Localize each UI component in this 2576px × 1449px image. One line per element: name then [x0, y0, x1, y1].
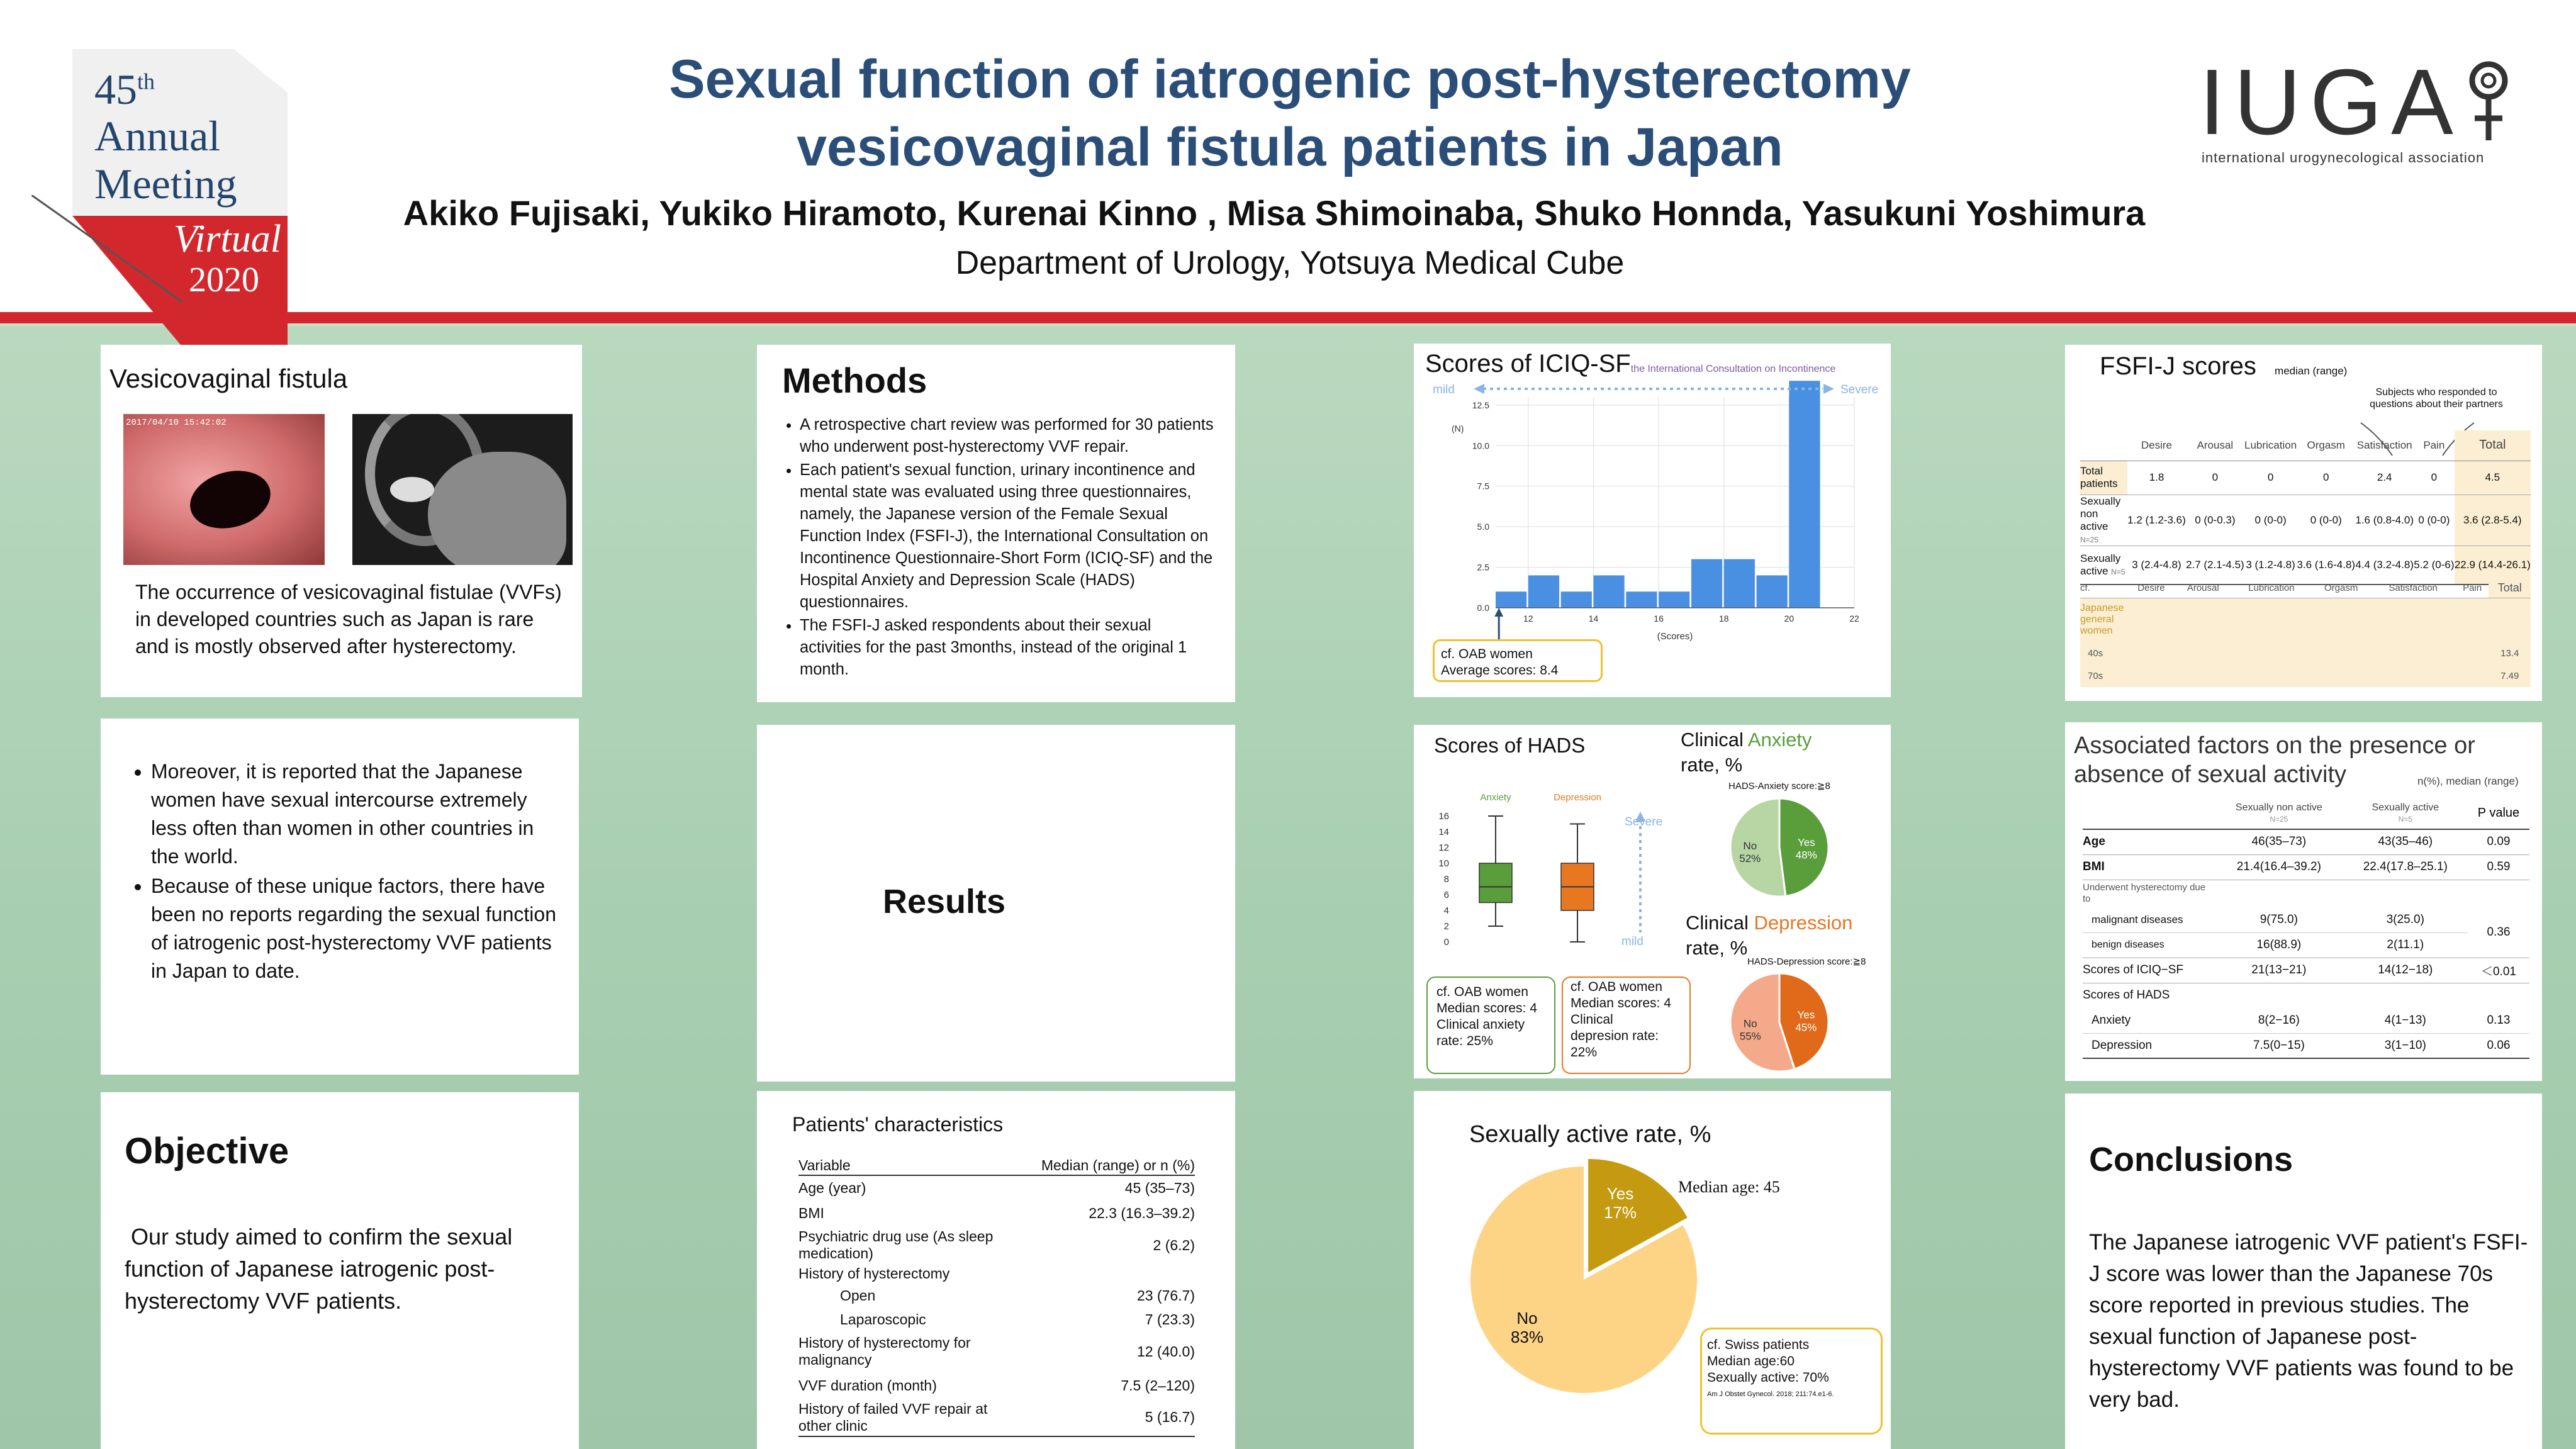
meeting-name: Annual Meeting — [94, 112, 237, 208]
sexact-title: Sexually active rate, % — [1469, 1121, 1711, 1148]
row-label: Laparoscopic — [840, 1311, 926, 1328]
cell: 0.09 — [2487, 835, 2511, 849]
row-value: 45 (35–73) — [1124, 1180, 1195, 1196]
row-value: 2 (6.2) — [1153, 1236, 1195, 1253]
objective-panel — [101, 1092, 579, 1449]
y-tick-label: 2.5 — [1477, 562, 1489, 573]
associated-table: Sexually non active N=25 Sexually active N=5 P value Age 46(35–73) 43(35–46) 0.09 BMI 21.4(16.4–39.2) 22.4(17.8–25.1) 0.59 Underwent hysterectomy due to malignant diseases 9(75.0) 3(25.0) 0.36 benign diseases 16(88.9) 2(11.1) Scores of ICIQ−SF 21(13−21) 14(12−18) ＜0.01 Scores of HADS Anxiety 8(2−16) 4(1−13) 0.13 Depression 7.5(0−15) 3(1−10) 0.06 — [2083, 798, 2529, 1059]
x-tick-label: 14 — [1588, 613, 1599, 624]
series-label: Anxiety — [1480, 792, 1511, 803]
col-header: Orgasm — [2307, 439, 2345, 451]
row-label: Age (year) — [798, 1180, 866, 1196]
y-tick-label: 7.5 — [1477, 481, 1489, 491]
x-tick-label: 20 — [1784, 613, 1795, 624]
background-panel — [101, 719, 579, 1075]
col-header: Lubrication — [2244, 439, 2297, 451]
box — [1479, 863, 1512, 903]
row-label: benign diseases — [2092, 939, 2164, 950]
virtual-label: Virtual — [173, 218, 281, 260]
cell: 0 (0-0) — [2310, 513, 2342, 526]
col-header: Satisfaction — [2356, 439, 2412, 451]
cell: 43(35–46) — [2378, 835, 2433, 849]
associated-title: Associated factors on the presence or absence of sexual activity — [2074, 732, 2475, 788]
row-value — [1006, 1265, 1195, 1283]
conclusions-title: Conclusions — [2089, 1141, 2293, 1178]
row-label: VVF duration (month) — [798, 1377, 937, 1394]
characteristics-table — [798, 1156, 1195, 1437]
bar — [1626, 591, 1657, 608]
cell: 0 — [2212, 471, 2219, 483]
cell: 1.6 (0.8-4.0) — [2355, 513, 2414, 526]
pie-slice-no — [1730, 798, 1786, 897]
arrow-up-icon — [1494, 608, 1503, 617]
cf-label: cf. — [2080, 583, 2090, 594]
row-value: 23 (76.7) — [1136, 1287, 1195, 1304]
cell: 46(35–73) — [2251, 835, 2307, 849]
cell: 0 — [2267, 471, 2274, 483]
row-n: N=25 — [2080, 535, 2099, 544]
cell: 0.06 — [2487, 1038, 2511, 1052]
row-label: History of hysterectomy for malignancy — [798, 1334, 971, 1368]
hads-panel — [1414, 725, 1891, 1078]
bullet: • A retrospective chart review was performed for 30 patients who underwent post-hysterectomy VVF repair. — [800, 414, 1215, 458]
vvf-panel — [101, 345, 582, 697]
cell: 0 — [2431, 471, 2438, 483]
pie-label: Yes — [1606, 1184, 1634, 1203]
cf-line: Average scores: 8.4 — [1441, 663, 1559, 678]
fsfi-title: FSFI-J scores median (range) — [2100, 352, 2348, 380]
row-label: History of hysterectomy — [798, 1265, 950, 1282]
row-label: BMI — [798, 1204, 824, 1221]
y-tick-label: 10.0 — [1472, 440, 1489, 451]
meeting-year: 2020 — [189, 260, 259, 299]
pie-label: No — [1743, 839, 1757, 852]
cell: 3 (1.2-4.8) — [2246, 558, 2295, 571]
col-header: Arousal — [2197, 439, 2234, 451]
row-label: Depression — [2092, 1038, 2153, 1052]
cell: 3 (2.4-4.8) — [2132, 558, 2181, 571]
bar — [1757, 575, 1788, 608]
anxiety-note: HADS-Anxiety score:≧8 — [1728, 781, 1830, 792]
y-tick-label: 0.0 — [1477, 603, 1489, 613]
bar — [1593, 575, 1624, 608]
cell: 3(25.0) — [2386, 912, 2424, 926]
badge-diagonal-line — [31, 195, 201, 308]
cell: 1.2 (1.2-3.6) — [2127, 513, 2186, 526]
sexual-active-panel — [1414, 1091, 1891, 1449]
row-label: Scores of HADS — [2083, 988, 2170, 1002]
cell: 5.2 (0-6) — [2414, 558, 2455, 571]
header-red-bar — [0, 312, 2576, 323]
row-label: Underwent hysterectomy due to — [2083, 882, 2206, 905]
col-header: Desire — [2141, 439, 2173, 451]
bar — [1496, 591, 1526, 608]
cell: 8(2−16) — [2258, 1013, 2300, 1027]
cell: 7.49 — [2500, 670, 2519, 681]
y-tick-label: 14 — [1438, 827, 1449, 837]
pie-value: 52% — [1739, 852, 1761, 864]
methods-title: Methods — [782, 361, 927, 400]
cell: 22.9 (14.4-26.1) — [2455, 545, 2531, 585]
x-tick-label: 18 — [1718, 613, 1729, 624]
depression-rate-title: Clinical Depression rate, % — [1686, 912, 1853, 959]
iuga-logo — [2199, 50, 2526, 165]
cell: 21.4(16.4–39.2) — [2236, 860, 2321, 873]
pie-label: No — [1743, 1017, 1757, 1030]
bullet: • The FSFI-J asked respondents about their sexual activities for the past 3months, instead of the original 1 month. — [800, 615, 1215, 681]
pie-value: 83% — [1510, 1328, 1544, 1346]
row-label: Anxiety — [2092, 1013, 2131, 1027]
cf-line: cf. OAB women — [1441, 647, 1533, 661]
bar — [1528, 575, 1559, 608]
row-label: malignant diseases — [2092, 913, 2183, 926]
y-tick-label: 5.0 — [1477, 522, 1489, 532]
mild-label: mild — [1433, 383, 1455, 396]
cell: 4.5 — [2455, 461, 2531, 495]
row-n: N=5 — [2111, 567, 2125, 576]
x-tick-label: 16 — [1654, 613, 1664, 624]
japanese-label: Japanese general women — [2080, 603, 2124, 637]
arrow-left-icon — [1474, 384, 1484, 394]
col-header: Variable — [798, 1157, 851, 1173]
bar — [1724, 559, 1755, 608]
y-tick-label: 4 — [1443, 905, 1449, 916]
y-tick-label: 12 — [1438, 842, 1449, 853]
row-value: 22.3 (16.3–39.2) — [1089, 1204, 1195, 1221]
y-tick-label: 10 — [1438, 858, 1449, 869]
sexact-median: Median age: 45 — [1678, 1178, 1780, 1196]
hads-title: Scores of HADS — [1434, 734, 1586, 757]
y-tick-label: 6 — [1443, 890, 1449, 900]
pie-label: No — [1516, 1309, 1538, 1328]
cell: 13.4 — [2500, 647, 2519, 659]
cell: 2(11.1) — [2387, 938, 2424, 951]
row-label: Age — [2083, 835, 2105, 849]
endoscopy-timestamp: 2017/04/10 15:42:02 — [126, 418, 227, 428]
row-value: 12 (40.0) — [1136, 1343, 1195, 1360]
pie-value: 17% — [1603, 1203, 1637, 1222]
pie-value: 55% — [1739, 1030, 1761, 1043]
y-tick-label: 12.5 — [1472, 400, 1489, 410]
cell: 0.36 — [2487, 925, 2511, 939]
iciq-title: Scores of ICIQ-SFthe International Consultation on Incontinence — [1425, 350, 1836, 378]
row-label: Psychiatric drug use (As sleep medication) — [798, 1228, 994, 1262]
fsfi-annotation: Subjects who responded to questions about their partners — [2370, 387, 2503, 410]
bar — [1659, 591, 1689, 608]
row-label: 40s — [2088, 647, 2103, 659]
poster-title: Sexual function of iatrogenic post-hysterectomy vesicovaginal fistula patients in Japan — [669, 49, 1911, 177]
background-bullets — [126, 758, 560, 987]
hads-cf-depression: cf. OAB women Median scores: 4 Clinical depresion rate: 22% — [1562, 976, 1691, 1074]
objective-text: Our study aimed to confirm the sexual function of Japanese iatrogenic post-hysterectomy VVF patients. — [125, 1224, 513, 1314]
bar — [1691, 559, 1722, 608]
cell: 0 — [2323, 471, 2329, 483]
objective-title: Objective — [125, 1131, 289, 1172]
col-header: Median (range) or n (%) — [1041, 1157, 1195, 1173]
bullet: • Moreover, it is reported that the Japanese women have sexual intercourse extremely less often than women in other countries in the world. — [151, 758, 560, 871]
methods-panel — [757, 345, 1235, 702]
conclusions-text: The Japanese iatrogenic VVF patient's FSFI-J score was lower than the Japanese 70s score reported in previous studies. The sexual function of Japanese post-hysterectomy VVF patients was found to be very bad. — [2089, 1230, 2528, 1412]
cell: 14(12−18) — [2378, 963, 2433, 976]
authors: Akiko Fujisaki, Yukiko Hiramoto, Kurenai Kinno , Misa Shimoinaba, Shuko Honnda, Yasukuni Yoshimura — [403, 193, 2146, 233]
methods-bullets — [775, 414, 1215, 682]
cell: 3.6 (1.6-4.8) — [2297, 558, 2356, 571]
cell: 9(75.0) — [2260, 912, 2298, 926]
row-label: Total patients — [2080, 461, 2127, 495]
mild-label: mild — [1621, 935, 1644, 948]
row-label: Sexually non active — [2080, 495, 2121, 532]
row-label: Scores of ICIQ−SF — [2083, 963, 2183, 976]
fsfi-japanese-table: cf. Desire Arousal Lubrication Orgasm Satisfaction Pain Total Japanese general women 40s 13.4 70s 7.49 — [2080, 579, 2531, 687]
row-label: BMI — [2083, 860, 2105, 873]
vvf-text: The occurrence of vesicovaginal fistulae (VVFs) in developed countries such as Japan is rare and is mostly observed after hysterectomy. — [135, 581, 562, 657]
cell: 4.4 (3.2-4.8) — [2355, 558, 2414, 571]
female-symbol-icon — [2462, 55, 2515, 150]
logo-subtitle: international urogynecological association — [2202, 150, 2485, 165]
y-tick-label: 16 — [1438, 811, 1449, 822]
cell: 1.8 — [2149, 471, 2164, 483]
hads-cf-anxiety: cf. OAB women Median scores: 4 Clinical anxiety rate: 25% — [1426, 976, 1555, 1074]
cell: ＜0.01 — [2480, 965, 2516, 978]
row-value: 7.5 (2–120) — [1121, 1377, 1195, 1394]
logo-text: IUGA — [2199, 50, 2462, 154]
cell: 2.4 — [2377, 471, 2392, 483]
cell: 0.59 — [2487, 860, 2511, 873]
mri-image — [352, 414, 573, 565]
y-tick-label: 0 — [1443, 937, 1449, 948]
associated-note: n(%), median (range) — [2417, 775, 2519, 787]
fsfi-table — [2080, 430, 2531, 585]
cell: 3(1−10) — [2384, 1038, 2426, 1052]
y-axis-label: (N) — [1452, 423, 1464, 434]
cell: 0 (0-0) — [2418, 513, 2450, 526]
fistula-opening — [184, 462, 277, 537]
reference: Am J Obstet Gynecol. 2018; 211:74.e1-6. — [1707, 1390, 1834, 1398]
y-tick-label: 2 — [1443, 921, 1449, 932]
pie-label: Yes — [1797, 1009, 1815, 1021]
swiss-cf-box: cf. Swiss patients Median age:60 Sexually active: 70% Am J Obstet Gynecol. 2018; 211:74.e1-6. — [1700, 1328, 1883, 1435]
col-header: Total — [2455, 430, 2531, 461]
associated-panel — [2065, 722, 2542, 1081]
severe-label: Severe — [1625, 815, 1663, 829]
cell: 3.6 (2.8-5.4) — [2455, 495, 2531, 545]
endoscopy-image — [123, 414, 325, 565]
iciq-cf-box — [1433, 639, 1603, 682]
series-label: Depression — [1554, 792, 1601, 803]
results-panel — [757, 725, 1235, 1082]
bullet: • Because of these unique factors, there have been no reports regarding the sexual function of iatrogenic post-hysterectomy VVF patients in Japan to date. — [151, 872, 560, 985]
x-tick-label: 22 — [1849, 613, 1859, 624]
results-title: Results — [883, 883, 1006, 920]
characteristics-title: Patients' characteristics — [792, 1113, 1004, 1136]
arrow-right-icon — [1823, 384, 1834, 394]
row-label: 70s — [2088, 670, 2103, 681]
row-value: 5 (16.7) — [1145, 1409, 1195, 1425]
anxiety-rate-title: Clinical Anxiety rate, % — [1681, 729, 1812, 776]
characteristics-panel — [757, 1091, 1235, 1449]
cell: 0.13 — [2487, 1013, 2511, 1027]
pie-label: Yes — [1797, 836, 1815, 849]
bar — [1789, 381, 1820, 608]
cell: 21(13−21) — [2251, 963, 2307, 976]
fsfi-panel — [2065, 345, 2542, 701]
cell: 0 (0-0.3) — [2195, 513, 2236, 526]
pie-value: 48% — [1795, 849, 1817, 861]
cell: 22.4(17.8–25.1) — [2363, 860, 2448, 873]
cell: 16(88.9) — [2256, 938, 2302, 951]
severe-label: Severe — [1840, 383, 1879, 396]
x-axis-label: (Scores) — [1657, 631, 1693, 642]
depression-note: HADS-Depression score:≧8 — [1747, 956, 1866, 967]
meeting-number: 45th — [94, 65, 155, 113]
bar — [1561, 591, 1592, 608]
cell: 2.7 (2.1-4.5) — [2186, 558, 2244, 571]
cell: 0 (0-0) — [2254, 513, 2287, 526]
bullet: • Each patient's sexual function, urinary incontinence and mental state was evaluated using three questionnaires, namely, the Japanese version of the Female Sexual Function Index (FSFI-J), the International Consultation on Incontinence Questionnaire-Short Form (ICIQ-SF) and the Hospital Anxiety and Depression Scale (HADS) questionnaires. — [800, 459, 1215, 613]
cell: 4(1−13) — [2384, 1013, 2426, 1027]
y-tick-label: 8 — [1443, 874, 1449, 885]
x-tick-label: 12 — [1523, 613, 1533, 624]
department: Department of Urology, Yotsuya Medical Cube — [955, 245, 1625, 281]
col-header: Pain — [2423, 439, 2445, 451]
pie-value: 45% — [1795, 1021, 1817, 1034]
row-label: Open — [840, 1287, 876, 1304]
iciq-panel — [1414, 344, 1891, 697]
conclusions-panel — [2065, 1094, 2542, 1449]
cell: 7.5(0−15) — [2253, 1038, 2305, 1052]
row-label: Sexually active — [2080, 552, 2121, 577]
row-value: 7 (23.3) — [1145, 1311, 1195, 1328]
row-label: History of failed VVF repair at other clinic — [798, 1400, 988, 1434]
vvf-title: Vesicovaginal fistula — [109, 364, 348, 393]
